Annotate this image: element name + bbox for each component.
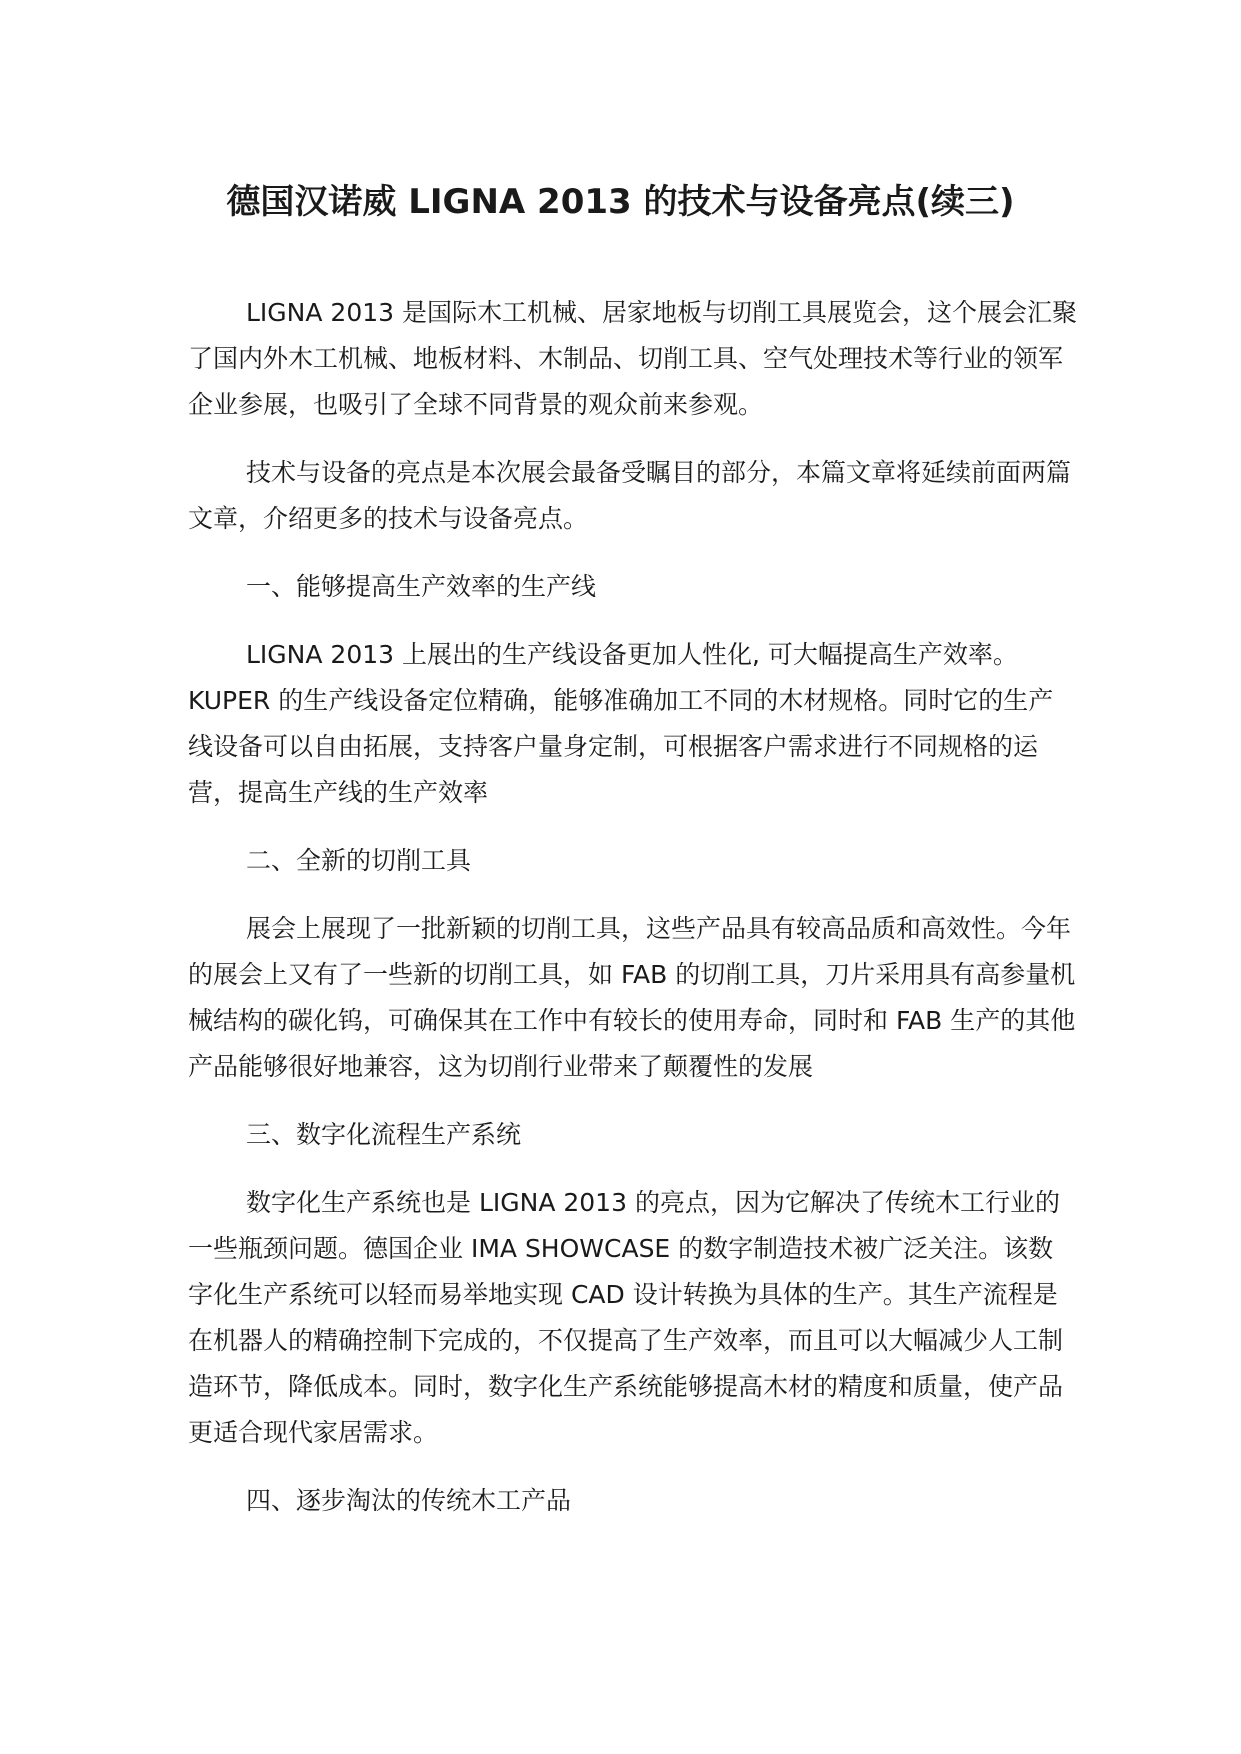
section-heading-traditional-products: 四、逐步淘汰的传统木工产品	[246, 1486, 572, 1515]
paragraph-production-line: LIGNA 2013 上展出的生产线设备更加人性化, 可大幅提高生产效率。KUPER 的生产线设备定位精确，能够准确加工不同的木材规格。同时它的生产线设备可以自由拓展，支持客户量身定制，可根据客户需求进行不同规格的运营，提高生产线的生产效率	[188, 640, 1054, 807]
section-heading-digital-production: 三、数字化流程生产系统	[246, 1120, 522, 1149]
section-heading-cutting-tools: 二、全新的切削工具	[246, 846, 472, 875]
section-heading-production-line: 一、能够提高生产效率的生产线	[246, 572, 597, 601]
paragraph-overview: 技术与设备的亮点是本次展会最备受瞩目的部分，本篇文章将延续前面两篇文章，介绍更多的技术与设备亮点。	[188, 458, 1072, 533]
paragraph-digital-production: 数字化生产系统也是 LIGNA 2013 的亮点，因为它解决了传统木工行业的一些瓶颈问题。德国企业 IMA SHOWCASE 的数字制造技术被广泛关注。该数字化生产系统可以轻而易举地实现 CAD 设计转换为具体的生产。其生产流程是在机器人的精确控制下完成的，不仅提高了生产效率，而且可以大幅减少人工制造环节，降低成本。同时，数字化生产系统能够提高木材的精度和质量，使产品更适合现代家居需求。	[188, 1188, 1064, 1447]
paragraph-cutting-tools: 展会上展现了一批新颖的切削工具，这些产品具有较高品质和高效性。今年的展会上又有了一些新的切削工具，如 FAB 的切削工具，刀片采用具有高参量机械结构的碳化钨，可确保其在工作中有较长的使用寿命，同时和 FAB 生产的其他产品能够很好地兼容，这为切削行业带来了颠覆性的发展	[188, 914, 1076, 1081]
paragraph-intro: LIGNA 2013 是国际木工机械、居家地板与切削工具展览会，这个展会汇聚了国内外木工机械、地板材料、木制品、切削工具、空气处理技术等行业的领军企业参展，也吸引了全球不同背景的观众前来参观。	[188, 298, 1077, 419]
document-title: 德国汉诺威 LIGNA 2013 的技术与设备亮点(续三)	[226, 182, 1015, 222]
document-body	[188, 290, 1078, 1546]
